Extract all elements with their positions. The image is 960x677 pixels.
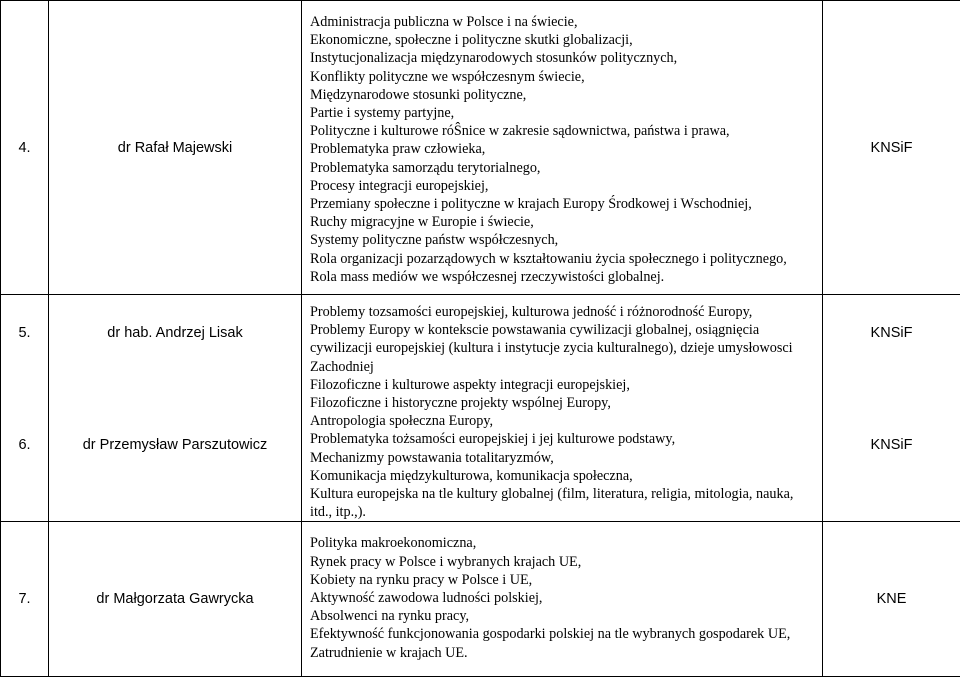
unit-cell: KNE bbox=[823, 522, 960, 677]
topic-item: Rola mass mediów we współczesnej rzeczywistości globalnej. bbox=[310, 268, 816, 286]
topic-item: Systemy polityczne państw współczesnych, bbox=[310, 231, 816, 249]
topic-item: Przemiany społeczne i polityczne w krajach Europy Środkowej i Wschodniej, bbox=[310, 195, 816, 213]
row-number: 7. bbox=[1, 522, 49, 677]
topics-cell bbox=[302, 522, 823, 677]
topic-item: Absolwenci na rynku pracy, bbox=[310, 607, 816, 625]
topic-item: Problematyka tożsamości europejskiej i jej kulturowe podstawy, bbox=[310, 430, 816, 448]
topic-item: Polityka makroekonomiczna, bbox=[310, 534, 816, 552]
topic-item: Problematyka praw człowieka, bbox=[310, 140, 816, 158]
unit-cell: KNSiF bbox=[823, 1, 960, 295]
topics-cell bbox=[302, 1, 823, 295]
topic-item: Problemy tozsamości europejskiej, kulturowa jedność i różnorodność Europy, bbox=[310, 303, 816, 321]
row-number-pair bbox=[1, 295, 49, 522]
topic-item: Kobiety na rynku pracy w Polsce i UE, bbox=[310, 571, 816, 589]
supervisor-name-pair bbox=[49, 295, 302, 522]
topic-item: Konflikty polityczne we współczesnym świecie, bbox=[310, 68, 816, 86]
topic-item: Instytucjonalizacja międzynarodowych stosunków politycznych, bbox=[310, 49, 816, 67]
topic-item: Antropologia społeczna Europy, bbox=[310, 412, 816, 430]
topic-item: Filozoficzne i kulturowe aspekty integracji europejskiej, bbox=[310, 376, 816, 394]
topic-item: Problematyka samorządu terytorialnego, bbox=[310, 159, 816, 177]
supervisor-name: dr hab. Andrzej Lisak bbox=[49, 323, 301, 343]
topic-item: Procesy integracji europejskiej, bbox=[310, 177, 816, 195]
table-row bbox=[1, 1, 960, 295]
table-row bbox=[1, 295, 960, 522]
topic-item: Kultura europejska na tle kultury globalnej (film, literatura, religia, mitologia, nauka, itd., itp.,). bbox=[310, 485, 816, 521]
topic-item: Rola organizacji pozarządowych w kształtowaniu życia społecznego i politycznego, bbox=[310, 250, 816, 268]
unit-cell-pair bbox=[823, 295, 960, 522]
topic-item: Zatrudnienie w krajach UE. bbox=[310, 644, 816, 662]
table-row bbox=[1, 522, 960, 677]
topic-item: Problemy Europy w kontekscie powstawania cywilizacji globalnej, osiągnięcia cywilizacji europejskiej (kultura i instytucje zycia kulturalnego), dzieje umysłowosci Zachodniej bbox=[310, 321, 816, 376]
topic-item: Filozoficzne i historyczne projekty wspólnej Europy, bbox=[310, 394, 816, 412]
topic-item: Rynek pracy w Polsce i wybranych krajach UE, bbox=[310, 553, 816, 571]
unit-cell: KNSiF bbox=[823, 435, 960, 455]
topic-item: Mechanizmy powstawania totalitaryzmów, bbox=[310, 449, 816, 467]
row-number: 5. bbox=[1, 323, 48, 343]
supervisor-name: dr Przemysław Parszutowicz bbox=[49, 435, 301, 455]
topic-item: Aktywność zawodowa ludności polskiej, bbox=[310, 589, 816, 607]
topic-item: Efektywność funkcjonowania gospodarki polskiej na tle wybranych gospodarek UE, bbox=[310, 625, 816, 643]
topic-item: Partie i systemy partyjne, bbox=[310, 104, 816, 122]
topic-item: Komunikacja międzykulturowa, komunikacja społeczna, bbox=[310, 467, 816, 485]
row-number: 6. bbox=[1, 435, 48, 455]
topic-item: Administracja publiczna w Polsce i na świecie, bbox=[310, 13, 816, 31]
topic-item: Ruchy migracyjne w Europie i świecie, bbox=[310, 213, 816, 231]
unit-cell: KNSiF bbox=[823, 323, 960, 343]
supervisor-name: dr Małgorzata Gawrycka bbox=[49, 522, 302, 677]
supervisor-name: dr Rafał Majewski bbox=[49, 1, 302, 295]
row-number: 4. bbox=[1, 1, 49, 295]
topic-item: Polityczne i kulturowe róŜnice w zakresie sądownictwa, państwa i prawa, bbox=[310, 122, 816, 140]
topics-cell bbox=[302, 295, 823, 522]
topic-item: Ekonomiczne, społeczne i polityczne skutki globalizacji, bbox=[310, 31, 816, 49]
topic-item: Międzynarodowe stosunki polityczne, bbox=[310, 86, 816, 104]
